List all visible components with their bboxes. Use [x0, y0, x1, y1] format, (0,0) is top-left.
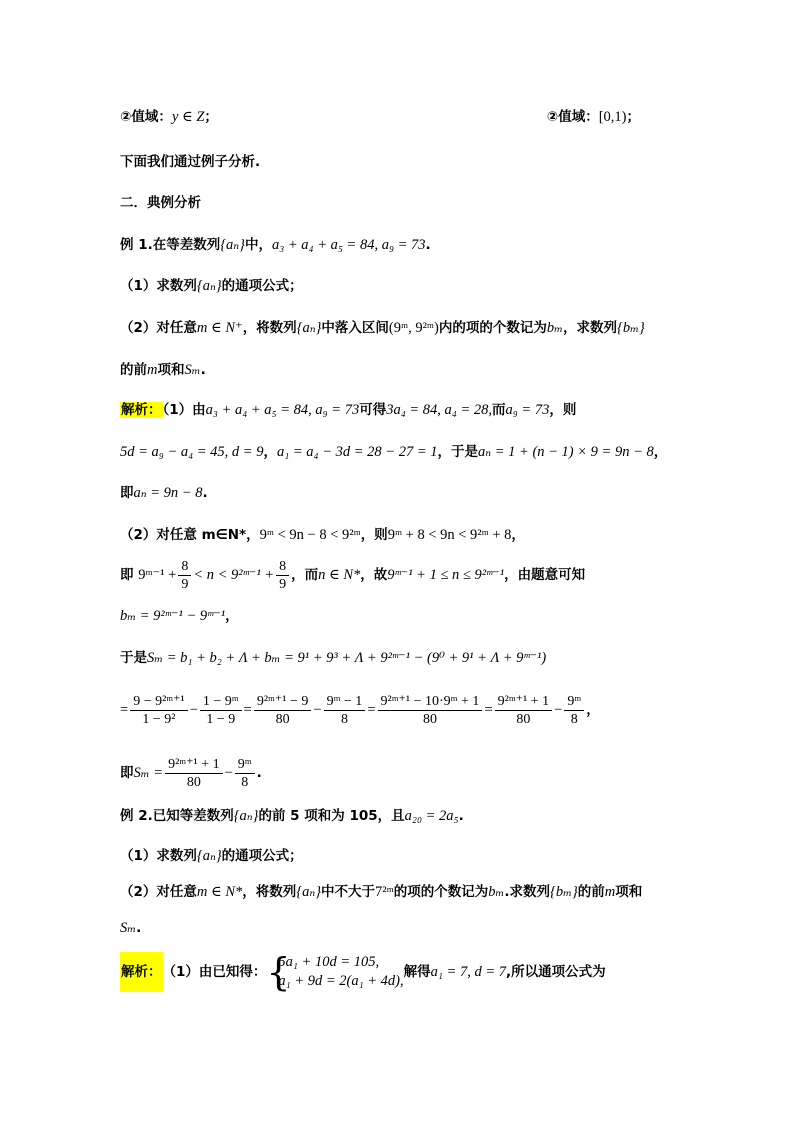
fraction: $\frac{\text{9ᵐ − 1}}{8}$: [324, 693, 366, 728]
example-2-question-2-cont: Sₘ.: [120, 920, 142, 936]
example-1-question-2: （2）对任意m ∈ N⁺，将数列{aₙ}中落入区间(9ᵐ, 9²ᵐ)内的项的个数记为bₘ，求数列{bₘ}: [120, 320, 645, 336]
solution-1-line-4: （2）对任意 m∈N*，9ᵐ < 9n − 8 < 9²ᵐ，则9ᵐ + 8 < 9n < 9²ᵐ + 8，: [120, 527, 525, 543]
right-range: ②值域：[0,1)；: [546, 109, 640, 125]
fraction: $\frac{\text{9²ᵐ⁺¹ + 1}}{80}$: [495, 693, 553, 728]
fraction: $\frac{\text{9ᵐ}}{8}$: [564, 693, 584, 728]
solution-1-line-3: 即aₙ = 9n − 8.: [120, 485, 208, 501]
solution-1-line-7: 于是Sₘ = b₁ + b₂ + Λ + bₘ = 9¹ + 9³ + Λ + 9²ᵐ⁻¹ − (9⁰ + 9¹ + Λ + 9ᵐ⁻¹): [120, 650, 547, 666]
fraction: $\frac{\text{9²ᵐ⁺¹ + 1}}{80}$: [165, 756, 223, 791]
solution-2-line-1: 解析：（1）由已知得： { 5a₁ + 10d = 105, a₁ + 9d = 2(a₁ + 4d), 解得a₁ = 7, d = 7,所以通项公式为: [121, 950, 606, 994]
example-1-question-1: （1）求数列{aₙ}的通项公式；: [120, 278, 303, 294]
fraction: $\frac{\text{9ᵐ}}{8}$: [235, 756, 255, 791]
example-1-title: 例 1.在等差数列{aₙ}中，a₃ + a₄ + a₅ = 84, a₉ = 73.: [120, 237, 431, 253]
equation-system: { 5a₁ + 10d = 105, a₁ + 9d = 2(a₁ + 4d),: [266, 950, 404, 994]
solution-1-line-6: bₘ = 9²ᵐ⁻¹ − 9ᵐ⁻¹，: [120, 608, 239, 624]
section-title: 二．典例分析: [120, 195, 201, 211]
fraction: $\frac{\text{9²ᵐ⁺¹ − 9}}{80}$: [254, 693, 312, 728]
left-range: ②值域：y ∈ Z；: [120, 109, 218, 125]
fraction: $\frac{\text{9²ᵐ⁺¹ − 10·9ᵐ + 1}}{80}$: [378, 693, 483, 728]
solution-1-line-2: 5d = a₉ − a₄ = 45, d = 9，a₁ = a₄ − 3d = 28 − 27 = 1，于是aₙ = 1 + (n − 1) × 9 = 9n − 8，: [120, 444, 668, 460]
fraction: $\frac{\text{9 − 9²ᵐ⁺¹}}{\text{1 − 9²}}$: [130, 693, 188, 728]
range-row: [120, 107, 680, 127]
fraction: $\frac{8}{9}$: [276, 558, 289, 593]
solution-1-line-5: 即 9ᵐ⁻¹ + $\frac{8}{9}$ < n < 9²ᵐ⁻¹ + $\frac{8}{9}$ ，而n ∈ N*，故9ᵐ⁻¹ + 1 ≤ n ≤ 9²ᵐ⁻¹，由题意可知: [120, 558, 586, 592]
solution-1-line-1: 解析：（1）由a₃ + a₄ + a₅ = 84, a₉ = 73可得3a₄ = 84, a₄ = 28,而a₉ = 73，则: [121, 402, 577, 418]
fraction: $\frac{8}{9}$: [178, 558, 191, 593]
brace-icon: {: [266, 950, 291, 994]
example-2-title: 例 2.已知等差数列{aₙ}的前 5 项和为 105，且a₂₀ = 2a₅.: [120, 808, 464, 824]
example-2-question-1: （1）求数列{aₙ}的通项公式；: [120, 848, 303, 864]
solution-1-line-8: = $\frac{\text{9 − 9²ᵐ⁺¹}}{\text{1 − 9²}}$ − $\frac{\text{1 − 9ᵐ}}{1 - 9}$ = $\frac{\text{9²ᵐ⁺¹ − 9}}{80}$ − $\frac{\text{9ᵐ − 1}}{8}$ = $\frac{\text{9²ᵐ⁺¹ − 10·9ᵐ + 1}}{80}$ = $\frac{\text{9²ᵐ⁺¹ + 1}}{80}$ − $\frac{\text{9ᵐ}}{8}$ ，: [120, 693, 600, 727]
example-2-question-2: （2）对任意m ∈ N*，将数列{aₙ}中不大于7²ᵐ的项的个数记为bₘ.求数列{bₘ}的前m项和: [120, 884, 643, 900]
solution-1-line-9: 即Sₘ = $\frac{\text{9²ᵐ⁺¹ + 1}}{80}$ − $\frac{\text{9ᵐ}}{8}$ .: [120, 756, 262, 790]
fraction: $\frac{\text{1 − 9ᵐ}}{1 - 9}$: [200, 693, 242, 728]
intro-text: 下面我们通过例子分析.: [120, 154, 261, 170]
example-1-question-2-cont: 的前m项和Sₘ.: [120, 362, 206, 378]
solution-label: 解析：: [120, 952, 163, 992]
solution-label: 解析：: [121, 402, 162, 418]
